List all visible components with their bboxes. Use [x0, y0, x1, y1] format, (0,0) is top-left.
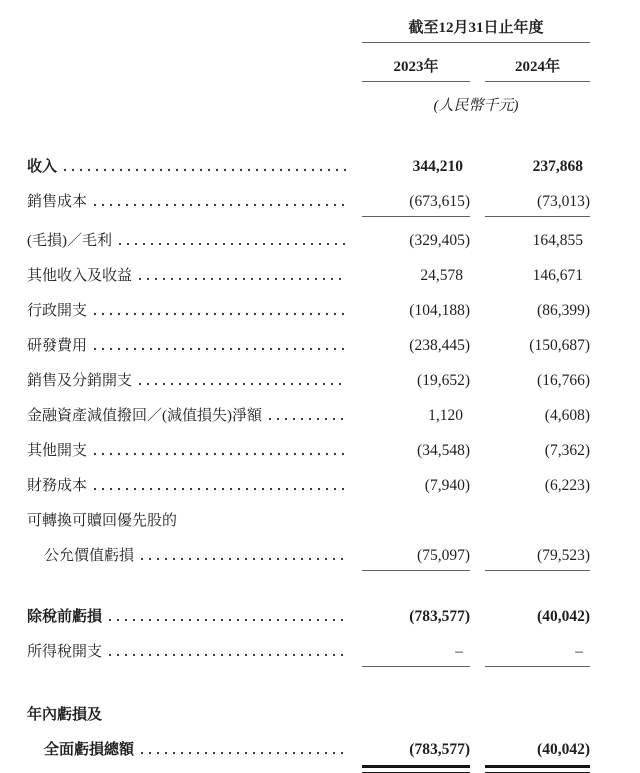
dot-leader	[109, 619, 346, 621]
row-label-text: 收入	[27, 159, 58, 175]
col-header-2023: 2023年	[393, 59, 439, 75]
row-label-text: 公允價值虧損	[44, 548, 135, 564]
row-label-text: 其他開支	[27, 443, 88, 459]
dot-leader	[94, 488, 346, 490]
value-2024: (73,013)	[537, 193, 590, 210]
value-2024	[485, 499, 590, 525]
header-years-row	[27, 45, 590, 80]
column-gap	[470, 254, 485, 280]
row-label	[27, 438, 362, 464]
column-gap	[470, 145, 485, 171]
value-2024: (79,523)	[537, 547, 590, 564]
column-gap	[470, 693, 485, 719]
dot-leader	[139, 278, 346, 280]
column-gap	[470, 394, 485, 420]
row-label	[27, 368, 362, 394]
table-row	[27, 324, 590, 359]
table-row	[27, 359, 590, 394]
row-label	[27, 403, 362, 429]
value-2023: –	[455, 643, 463, 660]
row-label-text: 銷售成本	[27, 194, 88, 210]
rule-line-2023	[362, 765, 470, 773]
value-2023: (7,940)	[424, 477, 470, 494]
col-header-2024: 2024年	[514, 59, 560, 75]
row-label-text: 行政開支	[27, 303, 88, 319]
col-2024-rule-line	[485, 81, 590, 84]
row-label-text: 全面虧損總額	[44, 742, 135, 758]
row-label-text: 可轉換可贖回優先股的	[27, 513, 178, 529]
value-2023	[362, 693, 470, 719]
header-spacer	[27, 6, 362, 32]
value-2024: (40,042)	[537, 608, 590, 625]
value-2023: (783,577)	[409, 608, 470, 625]
value-2023: 344,210	[412, 158, 463, 175]
row-label	[27, 298, 362, 324]
dot-leader	[119, 243, 346, 245]
value-2023: (75,097)	[417, 547, 470, 564]
value-2023: (329,405)	[409, 232, 470, 249]
dot-leader	[139, 383, 346, 385]
column-gap	[470, 534, 485, 560]
column-gap	[470, 499, 485, 525]
column-gap	[470, 289, 485, 315]
dot-leader	[94, 453, 346, 455]
dot-leader	[94, 313, 346, 315]
rule-line-2024	[485, 765, 590, 773]
value-2024: (4,608)	[544, 407, 590, 424]
table-row	[27, 534, 590, 569]
value-2024: (6,223)	[544, 477, 590, 494]
table-row	[27, 145, 590, 180]
column-gap	[470, 429, 485, 455]
row-label	[27, 543, 362, 569]
row-label	[27, 228, 362, 254]
column-gap	[470, 324, 485, 350]
value-2024: (150,687)	[529, 337, 590, 354]
table-row	[27, 254, 590, 289]
rule-line-2024	[485, 570, 590, 573]
column-gap	[470, 219, 485, 245]
table-row	[27, 219, 590, 254]
row-label-text: 所得稅開支	[27, 644, 103, 660]
column-gap	[470, 359, 485, 385]
rule-line-2023	[362, 216, 470, 219]
rule-line-2023	[362, 666, 470, 669]
rule-line-2023	[362, 570, 470, 573]
column-gap	[470, 728, 485, 754]
table-body	[27, 145, 590, 773]
rule-line-2024	[485, 216, 590, 219]
row-label-text: 年內虧損及	[27, 707, 103, 723]
row-label-text: 銷售及分銷開支	[27, 373, 133, 389]
value-2023: (34,548)	[417, 442, 470, 459]
currency-note: (人民幣千元)	[433, 98, 519, 114]
value-2023: (673,615)	[409, 193, 470, 210]
row-label	[27, 154, 362, 180]
value-2024: –	[575, 643, 583, 660]
subtotal-rule-row	[27, 569, 590, 573]
value-2024: (7,362)	[544, 442, 590, 459]
row-label	[27, 473, 362, 499]
row-label	[27, 508, 362, 534]
row-label	[27, 333, 362, 359]
column-gap	[470, 630, 485, 656]
rule-line-2024	[485, 666, 590, 669]
row-label	[27, 604, 362, 630]
table-row	[27, 180, 590, 215]
dot-leader	[269, 418, 346, 420]
row-label-text: 除稅前虧損	[27, 609, 103, 625]
column-gap	[470, 464, 485, 490]
dot-leader	[94, 204, 346, 206]
value-2024: (40,042)	[537, 741, 590, 758]
table-row	[27, 595, 590, 630]
table-row	[27, 728, 590, 763]
dot-leader	[109, 654, 346, 656]
header-period-row	[27, 6, 590, 41]
value-2023: (783,577)	[409, 741, 470, 758]
row-label	[27, 737, 362, 763]
column-gap	[470, 180, 485, 206]
header-gap	[470, 45, 485, 71]
row-label	[27, 189, 362, 215]
table-row	[27, 693, 590, 728]
subtotal-rule-row	[27, 665, 590, 669]
table-row	[27, 429, 590, 464]
header-spacer	[27, 84, 362, 110]
value-2023: (238,445)	[409, 337, 470, 354]
dot-leader	[94, 348, 346, 350]
row-label	[27, 702, 362, 728]
value-2024: 164,855	[532, 232, 583, 249]
table-row	[27, 394, 590, 429]
col-2023-rule-line	[362, 81, 470, 84]
value-2023: (19,652)	[417, 372, 470, 389]
value-2024: (86,399)	[537, 302, 590, 319]
dot-leader	[141, 558, 346, 560]
table-row	[27, 289, 590, 324]
value-2024: 146,671	[532, 267, 583, 284]
dot-leader	[141, 752, 346, 754]
table-row	[27, 499, 590, 534]
header-spacer	[27, 45, 362, 71]
value-2024: 237,868	[532, 158, 583, 175]
value-2024	[485, 693, 590, 719]
column-gap	[470, 595, 485, 621]
value-2023: 1,120	[428, 407, 463, 424]
table-row	[27, 630, 590, 665]
table-row	[27, 464, 590, 499]
row-label-text: (毛損)／毛利	[27, 233, 112, 249]
row-label-text: 財務成本	[27, 478, 88, 494]
header-currency-row	[27, 84, 590, 119]
row-label-text: 金融資產減值撥回／(減值損失)淨額	[27, 408, 262, 424]
row-label	[27, 263, 362, 289]
period-title: 截至12月31日止年度	[408, 20, 544, 36]
row-label-text: 研發費用	[27, 338, 88, 354]
value-2024: (16,766)	[537, 372, 590, 389]
value-2023	[362, 499, 470, 525]
value-2023: (104,188)	[409, 302, 470, 319]
value-2023: 24,578	[420, 267, 463, 284]
total-double-rule-row	[27, 763, 590, 773]
dot-leader	[64, 169, 346, 171]
subtotal-rule-row	[27, 215, 590, 219]
row-label	[27, 639, 362, 665]
row-label-text: 其他收入及收益	[27, 268, 133, 284]
